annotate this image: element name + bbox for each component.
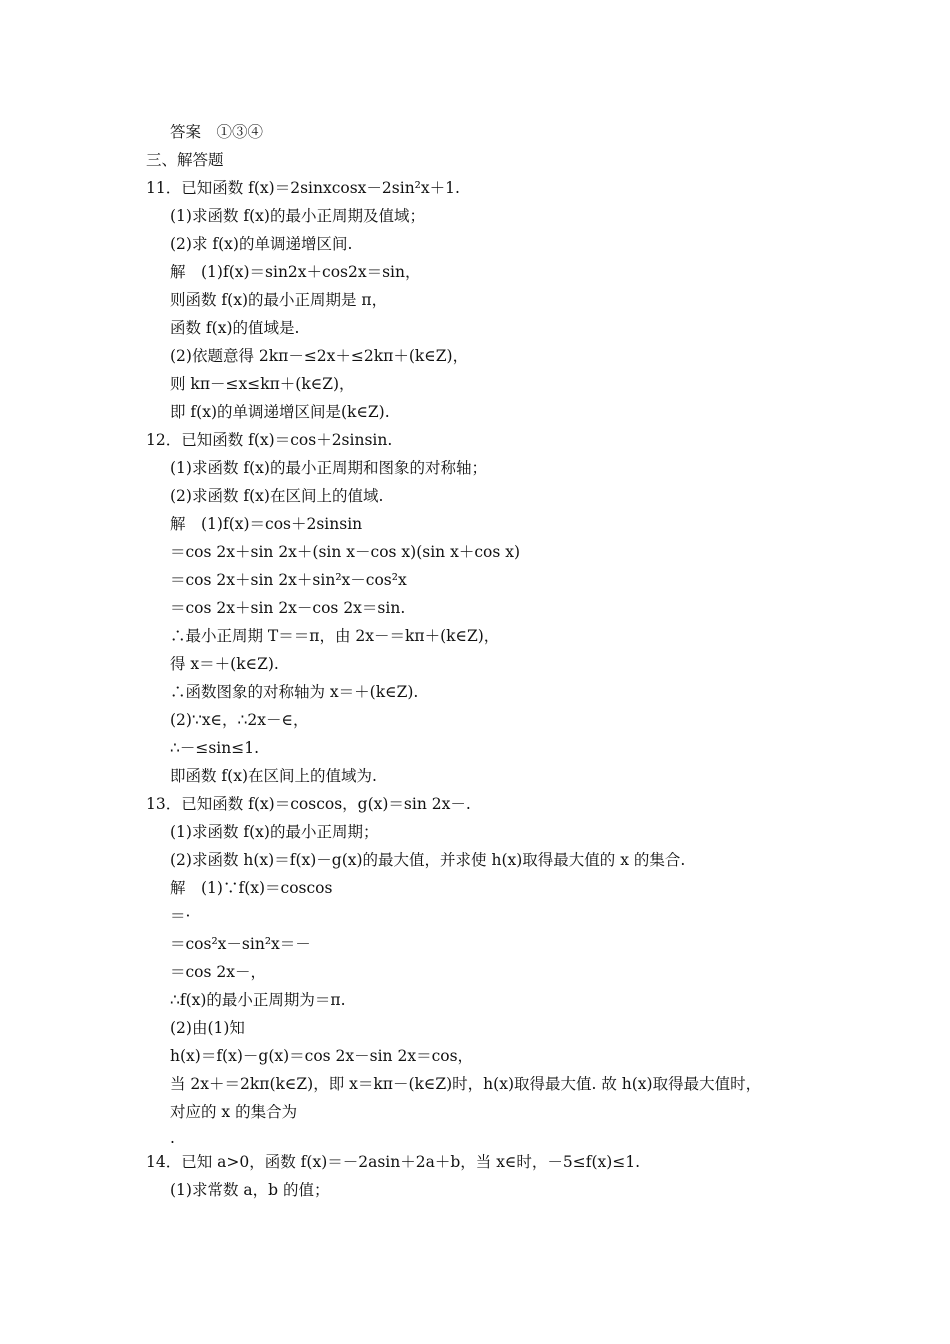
solution-line: ＝cos 2x－， xyxy=(170,963,266,981)
solution-line: 即函数 f(x)在区间上的值域为. xyxy=(170,767,377,785)
problem-11-stem: 11．已知函数 f(x)＝2sinxcosx－2sin²x＋1. xyxy=(146,179,460,197)
problem-12-part-2: (2)求函数 f(x)在区间上的值域. xyxy=(170,487,384,505)
problem-13-part-2: (2)求函数 h(x)＝f(x)－g(x)的最大值，并求使 h(x)取得最大值的 x 的集合. xyxy=(170,851,686,869)
section-heading: 三、解答题 xyxy=(146,151,224,169)
problem-11-part-2: (2)求 f(x)的单调递增区间. xyxy=(170,235,353,253)
problem-14-part-1: (1)求常数 a，b 的值； xyxy=(170,1181,330,1199)
solution-line: ＝cos 2x＋sin 2x＋(sin x－cos x)(sin x＋cos x) xyxy=(170,543,521,561)
solution-line: ＝cos 2x＋sin 2x＋sin²x－cos²x xyxy=(170,571,407,589)
solution-line: ∴最小正周期 T＝＝π，由 2x－＝kπ＋(k∈Z)， xyxy=(170,627,500,645)
solution-line: 得 x＝＋(k∈Z). xyxy=(170,655,279,673)
solution-line: (2)依题意得 2kπ－≤2x＋≤2kπ＋(k∈Z)， xyxy=(170,347,469,365)
solution-line: 当 2x＋＝2kπ(k∈Z)，即 x＝kπ－(k∈Z)时，h(x)取得最大值. 故 h(x)取得最大值时， xyxy=(170,1075,762,1093)
problem-12-part-1: (1)求函数 f(x)的最小正周期和图象的对称轴； xyxy=(170,459,487,477)
solution-line: h(x)＝f(x)－g(x)＝cos 2x－sin 2x＝cos， xyxy=(170,1047,474,1065)
solution-line: ∴函数图象的对称轴为 x＝＋(k∈Z). xyxy=(170,683,419,701)
problem-13-part-1: (1)求函数 f(x)的最小正周期； xyxy=(170,823,379,841)
solution-line: 即 f(x)的单调递增区间是(k∈Z). xyxy=(170,403,390,421)
solution-line: 解 (1)f(x)＝sin2x＋cos2x＝sin， xyxy=(170,263,421,281)
problem-12-stem: 12．已知函数 f(x)＝cos＋2sinsin. xyxy=(146,431,393,449)
solution-line: 解 (1)f(x)＝cos＋2sinsin xyxy=(170,515,363,533)
solution-line: ∴f(x)的最小正周期为＝π. xyxy=(170,991,346,1009)
solution-line: ∴－≤sin≤1. xyxy=(170,739,260,757)
solution-line: ＝cos²x－sin²x＝－ xyxy=(170,935,311,953)
solution-line: (2)由(1)知 xyxy=(170,1019,245,1037)
solution-line: . xyxy=(170,1129,175,1147)
solution-line: 解 (1)∵f(x)＝coscos xyxy=(170,879,333,897)
solution-line: ＝· xyxy=(170,907,191,925)
answer-line: 答案 ①③④ xyxy=(170,123,264,141)
solution-line: 函数 f(x)的值域是. xyxy=(170,319,300,337)
solution-line: 对应的 x 的集合为 xyxy=(170,1103,298,1121)
solution-line: ＝cos 2x＋sin 2x－cos 2x＝sin. xyxy=(170,599,406,617)
solution-line: 则函数 f(x)的最小正周期是 π， xyxy=(170,291,388,309)
solution-line: 则 kπ－≤x≤kπ＋(k∈Z)， xyxy=(170,375,355,393)
problem-14-stem: 14．已知 a>0，函数 f(x)＝－2asin＋2a＋b，当 x∈时，－5≤f(x)≤1. xyxy=(146,1153,641,1171)
problem-11-part-1: (1)求函数 f(x)的最小正周期及值域； xyxy=(170,207,425,225)
problem-13-stem: 13．已知函数 f(x)＝coscos，g(x)＝sin 2x－. xyxy=(146,795,471,813)
solution-line: (2)∵x∈，∴2x－∈， xyxy=(170,711,309,729)
